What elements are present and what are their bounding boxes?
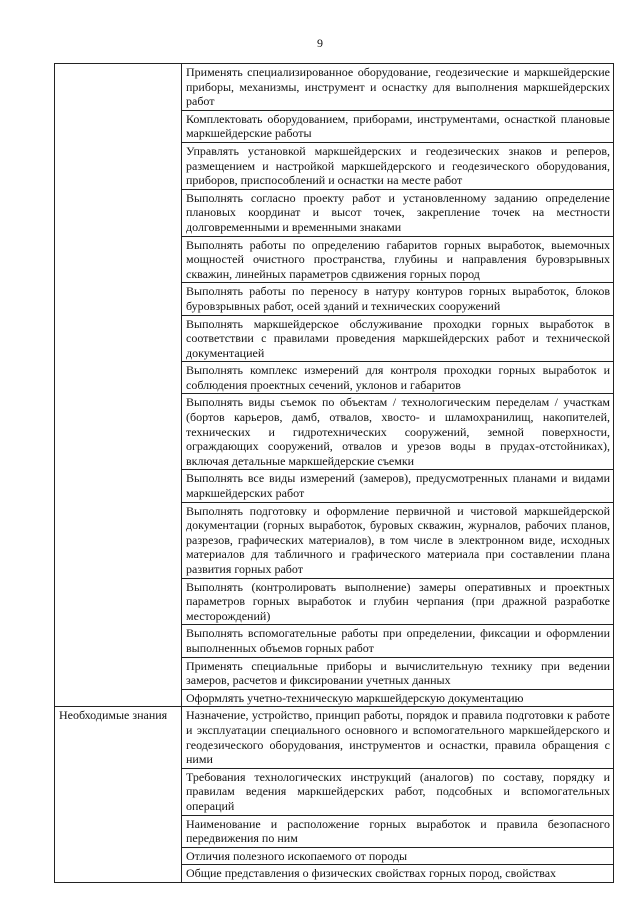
skill-cell: Выполнять работы по определению габаритов горных выработок, выемочных мощностей очистного пространства, глубины и направления буровзрывных скважин, линейных параметров сдвижения горных пород xyxy=(182,236,614,283)
knowledge-cell: Отличия полезного ископаемого от породы xyxy=(182,847,614,865)
knowledge-cell: Требования технологических инструкций (аналогов) по составу, порядку и правилам ведения маркшейдерских работ, подсобных и вспомогательных операций xyxy=(182,768,614,815)
skill-cell: Применять специализированное оборудование, геодезические и маркшейдерские приборы, механизмы, инструмент и оснастку для выполнения маркшейдерских работ xyxy=(182,64,614,111)
skill-cell: Оформлять учетно-техническую маркшейдерскую документацию xyxy=(182,689,614,707)
skill-cell: Управлять установкой маркшейдерских и геодезических знаков и реперов, размещением и настройкой маркшейдерского и геодезического оборудования, приборов, приспособлений и оснастки на месте работ xyxy=(182,142,614,189)
page-number: 9 xyxy=(317,36,323,50)
knowledge-label: Необходимые знания xyxy=(55,707,182,883)
knowledge-cell: Общие представления о физических свойствах горных пород, свойствах xyxy=(182,865,614,883)
table-row xyxy=(55,64,614,111)
skill-cell: Применять специальные приборы и вычислительную технику при ведении замеров, расчетов и фиксировании учетных данных xyxy=(182,657,614,689)
skill-cell: Выполнять подготовку и оформление первичной и чистовой маркшейдерской документации (горных выработок, буровых скважин, журналов, рабочих планов, разрезов, графических материалов), в том числе в электронном виде, исходных материалов для табличного и графического материала при составлении плана развития горных работ xyxy=(182,502,614,578)
skill-cell: Выполнять согласно проекту работ и установленному заданию определение плановых координат и высот точек, закрепление точек на местности долговременными и временными знаками xyxy=(182,189,614,236)
knowledge-cell: Наименование и расположение горных выработок и правила безопасного передвижения по ним xyxy=(182,815,614,847)
skill-cell: Выполнять (контролировать выполнение) замеры оперативных и проектных параметров горных выработок и глубин черпания (при дражной разработке месторождений) xyxy=(182,578,614,625)
skill-cell: Комплектовать оборудованием, приборами, инструментами, оснасткой плановые маркшейдерские работы xyxy=(182,110,614,142)
knowledge-cell: Назначение, устройство, принцип работы, порядок и правила подготовки к работе и эксплуатации специального основного и вспомогательного маркшейдерского и геодезического оборудования, инструментов и оснастки, правила обращения с ними xyxy=(182,707,614,768)
label-cell-empty xyxy=(55,64,182,707)
requirements-table xyxy=(54,63,614,883)
skill-cell: Выполнять работы по переносу в натуру контуров горных выработок, блоков буровзрывных работ, осей зданий и технических сооружений xyxy=(182,283,614,315)
skill-cell: Выполнять вспомогательные работы при определении, фиксации и оформлении выполненных объемов горных работ xyxy=(182,625,614,657)
skill-cell: Выполнять все виды измерений (замеров), предусмотренных планами и видами маркшейдерских работ xyxy=(182,470,614,502)
skill-cell: Выполнять виды съемок по объектам / технологическим переделам / участкам (бортов карьеров, дамб, отвалов, хвосто- и шламохранилищ, накопителей, технических и гидротехнических сооружений, земной поверхности, ограждающих сооружений, отвалов и урезов воды в прудах-отстойниках), включая детальные маркшейдерские съемки xyxy=(182,394,614,470)
skill-cell: Выполнять комплекс измерений для контроля проходки горных выработок и соблюдения проектных сечений, уклонов и габаритов xyxy=(182,362,614,394)
table-row xyxy=(55,707,614,768)
skill-cell: Выполнять маркшейдерское обслуживание проходки горных выработок в соответствии с правилами проведения маркшейдерских работ и технической документацией xyxy=(182,315,614,362)
